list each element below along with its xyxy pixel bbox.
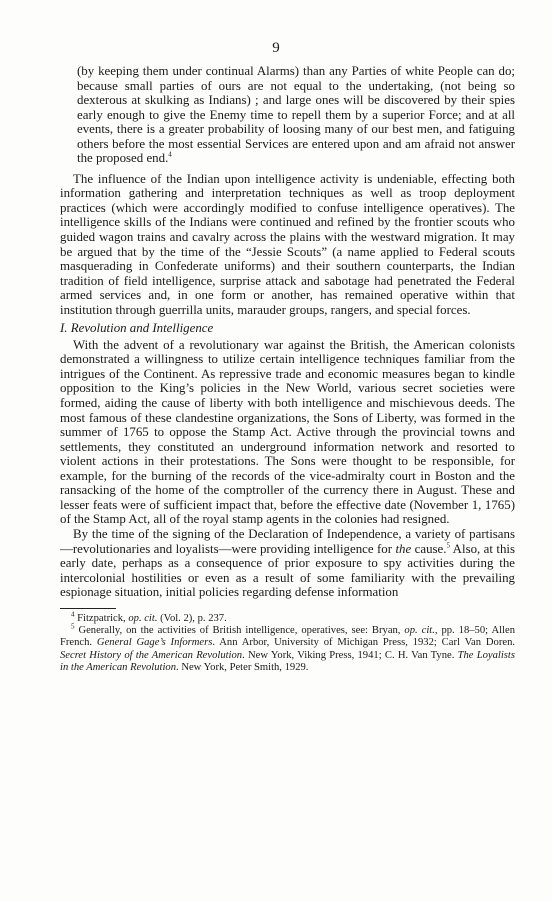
footnotes xyxy=(60,610,516,674)
page-body xyxy=(60,64,515,674)
paragraph-indian-influence: The influence of the Indian upon intelligence activity is undeniable, effecting both information gathering and interpretation techniques as well as troop deployment practices (which were accordingly modified to confuse intelligence operatives). The intelligence skills of the Indians were continued and refined by the frontier scouts who guided wagon trains and cavalry across the plains with the westward migration. It may be argued that by the time of the “Jessie Scouts” (a name applied to Federal scouts masquerading in Confederate uniforms) and their southern counterparts, the Indian tradition of field intelligence, surprise attack and sabotage had penetrated the Federal armed services and, in one form or another, has remained operative within that institution through guerrilla units, marauder groups, rangers, and special forces. xyxy=(60,171,515,317)
paragraph-declaration xyxy=(60,527,515,600)
italic-text: The Loyalists in the American Revolution xyxy=(60,649,515,673)
text-run: By the time of the signing of the Declaration of Independence, a variety of partisans—revolutionaries and loyalists—were providing intelligence for xyxy=(60,526,515,556)
italic-text: General Gage’s Informers xyxy=(96,637,213,649)
italic-text: op. cit. xyxy=(128,612,158,624)
text-run: Generally, on the activities of British intelligence, operatives, see: Bryan, xyxy=(74,624,405,636)
footnote-5 xyxy=(60,622,516,674)
footnote-number: 5 xyxy=(71,622,75,631)
text-run: Also, at this early date, perhaps as a consequence of prior exposure to spy activities during the intercolonial hostilities or even as a result of some familiarity with the prevailing espionage situation, initial policies regarding defense information xyxy=(60,541,515,600)
italic-text: Secret History of the American Revolution xyxy=(60,649,243,661)
text-run: , pp. 18–50; Allen French. xyxy=(60,624,515,649)
text-run: Fitzpatrick, xyxy=(74,612,129,624)
quote-text: (by keeping them under continual Alarms) than any Parties of white People can do; because small parties of ours are not equal to the undertaking, (not being so dexterous at skulking as Indians) ; and large ones will be discovered by their spies early enough to give the Enemy time to repell them by a superior Force; and at all events, there is a greater probability of loosing many of our best men, and fatiguing others before the most essential Services are entered upon and am afraid not answer the proposed end. xyxy=(77,64,515,166)
paragraph-revolution: With the advent of a revolutionary war against the British, the American colonists demonstrated a willingness to utilize certain intelligence techniques familiar from the intrigues of the Continent. As repressive trade and economic measures began to kindle opposition to the King’s policies in the New World, various secret societies were formed, aiding the cause of liberty with both intelligence and mischievous deeds. The most famous of these clandestine organizations, the Sons of Liberty, was formed in the summer of 1765 to oppose the Stamp Act. Active through the provincial towns and settlements, they constituted an underground information network and resorted to violent actions in their protestations. The Sons were thought to be responsible, for example, for the burning of the records of the vice-admiralty court in Boston and the ransacking of the home of the comptroller of the currency there in August. These and lesser feats were of sufficient impact that, before the effective date (November 1, 1765) of the Stamp Act, all of the royal stamp agents in the colonies had resigned. xyxy=(60,337,515,527)
text-run: . New York, Peter Smith, 1929. xyxy=(176,661,309,673)
italic-text: the xyxy=(395,541,412,556)
footnote-ref-4[interactable]: 4 xyxy=(168,150,172,159)
footnote-4 xyxy=(60,610,515,625)
block-quote xyxy=(77,64,515,166)
text-run: . New York, Viking Press, 1941; C. H. Van Tyne. xyxy=(242,649,458,661)
section-heading: I. Revolution and Intelligence xyxy=(60,321,214,336)
page-number: 9 xyxy=(272,40,280,56)
italic-text: op. cit. xyxy=(404,624,435,636)
footnote-number: 4 xyxy=(71,610,75,619)
footnote-ref-5[interactable]: 5 xyxy=(446,541,450,550)
text-run: . Ann Arbor, University of Michigan Press, 1932; Carl Van Doren. xyxy=(212,637,516,649)
footnote-divider xyxy=(60,608,116,609)
text-run: (Vol. 2), p. 237. xyxy=(157,612,227,624)
text-run: cause. xyxy=(411,541,447,556)
